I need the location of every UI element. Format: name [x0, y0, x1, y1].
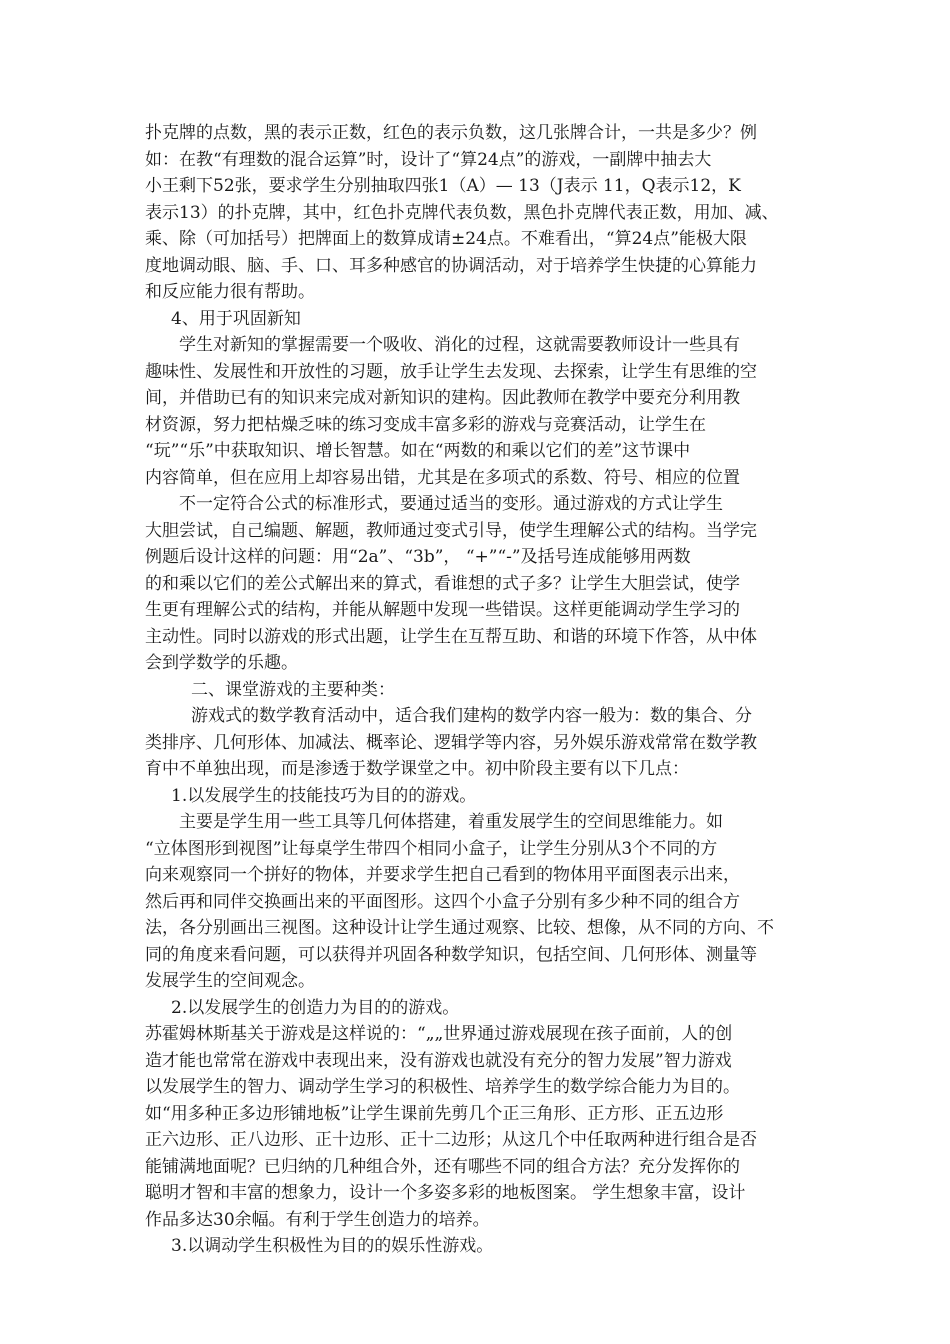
- text-line: 不一定符合公式的标准形式，要通过适当的变形。通过游戏的方式让学生: [179, 494, 723, 514]
- text-line: 度地调动眼、脑、手、口、耳多种感官的协调活动，对于培养学生快捷的心算能力: [145, 255, 757, 276]
- text-line: 聪明才智和丰富的想象力，设计一个多姿多彩的地板图案。 学生想象丰富，设计: [145, 1183, 746, 1203]
- text-line: 内容简单，但在应用上却容易出错，尤其是在多项式的系数、符号、相应的位置: [145, 467, 740, 488]
- text-line: 会到学数学的乐趣。: [145, 653, 298, 673]
- text-line: 法，各分别画出三视图。这种设计让学生通过观察、比较、想像，从不同的方向、不: [145, 918, 774, 938]
- text-line: 二、课堂游戏的主要种类：: [191, 679, 395, 700]
- text-line: 大胆尝试，自己编题、解题，教师通过变式引导，使学生理解公式的结构。当学完: [145, 520, 757, 541]
- text-line: 主要是学生用一些工具等几何体搭建，着重发展学生的空间思维能力。如: [179, 812, 723, 832]
- text-line: 和反应能力很有帮助。: [145, 282, 315, 302]
- text-line: 的和乘以它们的差公式解出来的算式，看谁想的式子多？让学生大胆尝试，使学: [145, 573, 740, 594]
- text-line: 生更有理解公式的结构，并能从解题中发现一些错误。这样更能调动学生学习的: [145, 600, 740, 620]
- text-line: 以发展学生的智力、调动学生学习的积极性、培养学生的数学综合能力为目的。: [145, 1077, 740, 1097]
- text-line: 乘、除（可加括号）把牌面上的数算成请±24点。不难看出，“算24点”能极大限: [145, 229, 747, 249]
- text-line: 间，并借助已有的知识来完成对新知识的建构。因此教师在教学中要充分利用教: [145, 388, 740, 408]
- text-line: 能铺满地面呢？已归纳的几种组合外，还有哪些不同的组合方法？充分发挥你的: [145, 1156, 740, 1177]
- text-line: 主动性。同时以游戏的形式出题，让学生在互帮互助、和谐的环境下作答，从中体: [145, 626, 757, 647]
- text-line: “立体图形到视图”让每桌学生带四个相同小盒子，让学生分别从3个不同的方: [145, 838, 718, 859]
- text-line: 育中不单独出现，而是渗透于数学课堂之中。初中阶段主要有以下几点：: [145, 759, 689, 779]
- text-line: 正六边形、正八边形、正十边形、正十二边形；从这几个中任取两种进行组合是否: [145, 1130, 757, 1150]
- text-line: 类排序、几何形体、加减法、概率论、逻辑学等内容，另外娱乐游戏常常在数学教: [145, 732, 757, 753]
- text-line: 小王剩下52张，要求学生分别抽取四张1（A）— 13（J表示 11，Q表示12，K: [145, 176, 741, 196]
- text-line: “玩”“乐”中获取知识、增长智慧。如在“两数的和乘以它们的差”这节课中: [145, 441, 691, 461]
- text-line: 如“用多种正多边形铺地板”让学生课前先剪几个正三角形、正方形、正五边形: [145, 1103, 724, 1124]
- text-line: 发展学生的空间观念。: [145, 971, 315, 991]
- text-line: 3.以调动学生积极性为目的的娱乐性游戏。: [171, 1236, 494, 1256]
- text-line: 游戏式的数学教育活动中，适合我们建构的数学内容一般为：数的集合、分: [191, 706, 752, 726]
- text-line: 材资源，努力把枯燥乏味的练习变成丰富多彩的游戏与竞赛活动，让学生在: [145, 414, 706, 435]
- text-line: 造才能也常常在游戏中表现出来，没有游戏也就没有充分的智力发展”智力游戏: [145, 1050, 732, 1071]
- text-line: 例题后设计这样的问题：用“2a”、“3b”， “+”“-”及括号连成能够用两数: [145, 547, 691, 567]
- text-line: 作品多达30余幅。有利于学生创造力的培养。: [145, 1209, 490, 1230]
- text-line: 趣味性、发展性和开放性的习题，放手让学生去发现、去探索，让学生有思维的空: [145, 361, 757, 382]
- text-line: 学生对新知的掌握需要一个吸收、消化的过程，这就需要教师设计一些具有: [179, 335, 740, 355]
- text-line: 苏霍姆林斯基关于游戏是这样说的：“„„世界通过游戏展现在孩子面前，人的创: [145, 1024, 733, 1044]
- text-line: 向来观察同一个拼好的物体，并要求学生把自己看到的物体用平面图表示出来，: [145, 865, 740, 885]
- text-line: 同的角度来看问题，可以获得并巩固各种数学知识，包括空间、几何形体、测量等: [145, 944, 757, 965]
- text-line: 扑克牌的点数，黑的表示正数，红色的表示负数，这几张牌合计，一共是多少？例: [145, 123, 757, 143]
- text-line: 1.以发展学生的技能技巧为目的的游戏。: [171, 785, 477, 806]
- text-line: 2.以发展学生的创造力为目的的游戏。: [171, 997, 460, 1018]
- text-line: 如：在教“有理数的混合运算”时，设计了“算24点”的游戏，一副牌中抽去大: [145, 149, 712, 170]
- text-line: 4、用于巩固新知: [171, 308, 301, 329]
- text-line: 表示13）的扑克牌，其中，红色扑克牌代表负数，黑色扑克牌代表正数，用加、减、: [145, 202, 779, 223]
- document-body: [145, 120, 813, 1260]
- text-line: 然后再和同伴交换画出来的平面图形。这四个小盒子分别有多少种不同的组合方: [145, 891, 740, 912]
